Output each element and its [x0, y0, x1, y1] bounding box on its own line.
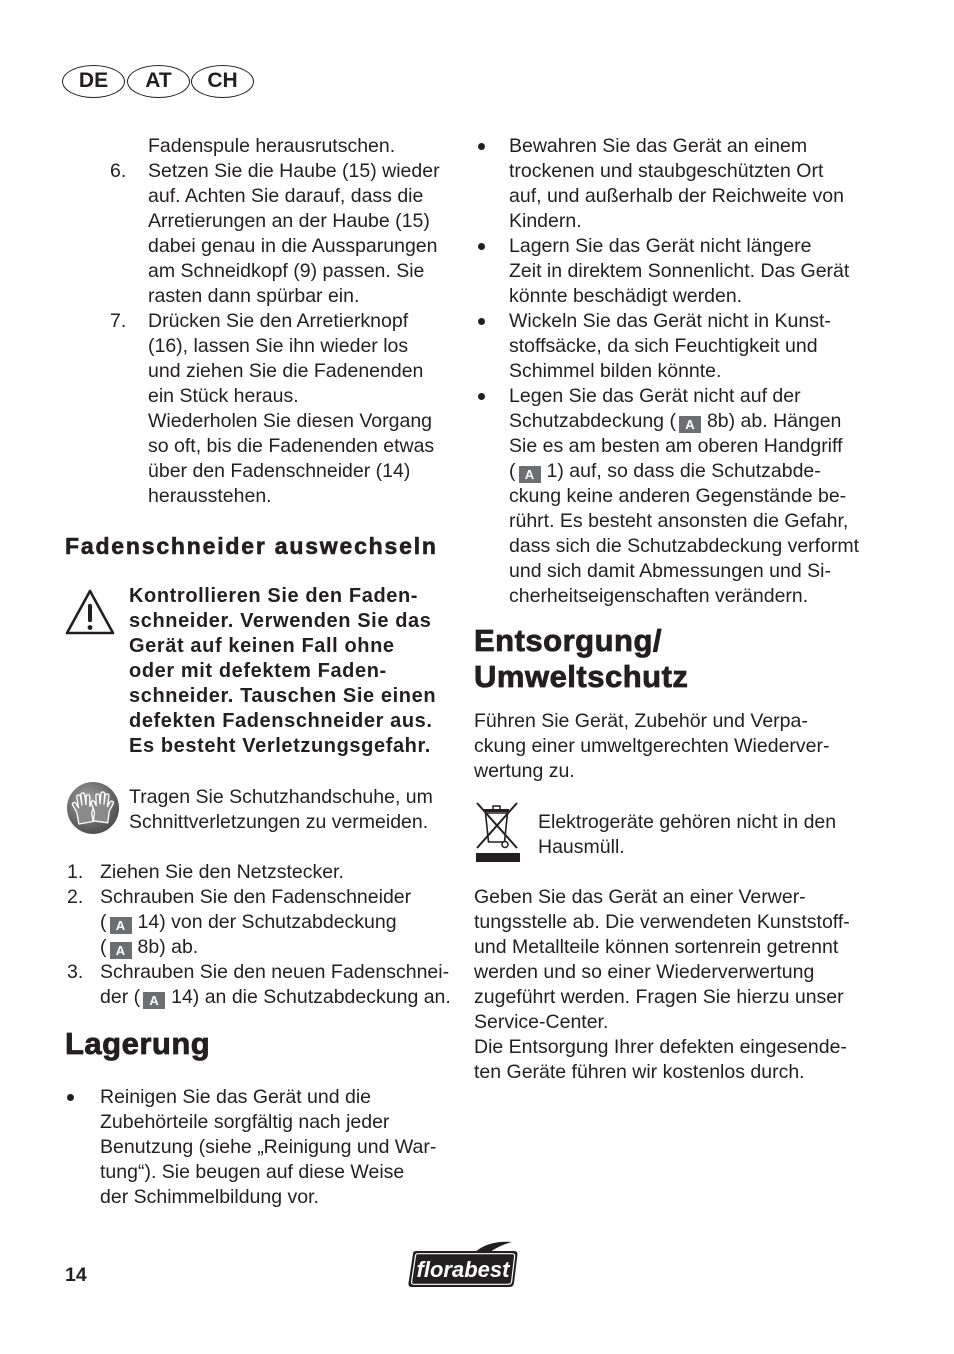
bullet-item [67, 1085, 436, 1210]
warning-line: oder mit defektem Faden- [129, 659, 387, 682]
step-1 [67, 860, 451, 885]
step-text-line: Schrauben Sie den neuen Fadenschnei- [100, 960, 450, 983]
step-text-line: auf. Achten Sie darauf, dass die [148, 185, 424, 207]
figure-ref-badge: A [519, 466, 541, 483]
section-heading-storage [65, 1026, 210, 1062]
heading-line: Umweltschutz [474, 659, 689, 694]
bullet-text-line: tung“). Sie beugen auf diese Weise [100, 1160, 405, 1183]
bullet-item [478, 234, 859, 309]
bullet-item [478, 309, 859, 384]
step-text-line: Wiederholen Sie diesen Vorgang [148, 410, 433, 432]
step-list-continued [110, 134, 440, 509]
paragraph-line: tungsstelle ab. Die verwendeten Kunststoff- [474, 910, 850, 933]
paragraph-line: ckung einer umweltgerechten Wiederver- [474, 734, 830, 757]
text-segment: 8b) ab. Hängen [706, 409, 842, 432]
country-badge-de: DE [62, 65, 125, 98]
note-line: Elektrogeräte gehören nicht in den [538, 810, 837, 833]
text-segment: ( [509, 459, 516, 482]
step-text-line: herausstehen. [148, 485, 272, 507]
bullet-text-line: trockenen und staubgeschützten Ort [509, 159, 824, 182]
paragraph-line: ten Geräte führen wir kostenlos durch. [474, 1060, 805, 1083]
step-text-line: (16), lassen Sie ihn wieder los [148, 335, 409, 357]
step-7 [110, 309, 440, 509]
heading-text: Lagerung [65, 1026, 211, 1061]
bullet-text-line: rührt. Es besteht ansonsten die Gefahr, [509, 509, 849, 532]
protective-gloves-icon [66, 781, 120, 840]
bullet-marker [478, 243, 485, 250]
step-text-line: dabei genau in die Aussparungen [148, 235, 438, 257]
warning-triangle-icon [64, 588, 116, 642]
bullet-text-line: stoffsäcke, da sich Feuchtigkeit und [509, 334, 818, 357]
bullet-text-line: Benutzung (siehe „Reinigung und War- [100, 1135, 437, 1158]
bullet-text-line: Bewahren Sie das Gerät an einem [509, 134, 808, 157]
text-segment: ( [100, 935, 107, 958]
bullet-marker [478, 393, 485, 400]
bullet-marker [478, 318, 485, 325]
bullet-item [478, 134, 859, 234]
bullet-text-line: Wickeln Sie das Gerät nicht in Kunst- [509, 309, 831, 332]
note-line: Schnittverletzungen zu vermeiden. [129, 810, 429, 833]
weee-note-text [538, 810, 836, 860]
step-list [67, 860, 451, 1010]
note-line: Hausmüll. [538, 835, 625, 858]
step-text-line [100, 935, 451, 960]
storage-bullet-list-left [67, 1085, 436, 1210]
step-text-line: über den Fadenschneider (14) [148, 460, 411, 482]
text-segment: 14) an die Schutzabdeckung an. [171, 985, 451, 1008]
step-number: 1. [67, 860, 84, 883]
step-2 [67, 885, 451, 960]
continuation-line: Fadenspule herausrutschen. [148, 135, 396, 157]
step-number: 2. [67, 885, 84, 908]
text-segment: ( [100, 910, 107, 933]
figure-ref-badge: A [110, 917, 132, 934]
bullet-text-line: Reinigen Sie das Gerät und die [100, 1085, 372, 1108]
text-segment: Schutzabdeckung ( [509, 409, 676, 432]
bullet-text-line: Lagern Sie das Gerät nicht längere [509, 234, 812, 257]
step-text-line: Drücken Sie den Arretierknopf [148, 310, 409, 332]
step-text-line: Setzen Sie die Haube (15) wieder [148, 160, 440, 182]
step-text-line: Schrauben Sie den Fadenschneider [100, 885, 412, 908]
bullet-item [478, 384, 859, 609]
bullet-text-line: Kindern. [509, 209, 582, 232]
bullet-text-line: könnte beschädigt werden. [509, 284, 743, 307]
step-text-line: Arretierungen an der Haube (15) [148, 210, 430, 232]
text-segment: der ( [100, 985, 141, 1008]
step-6 [110, 159, 440, 309]
crossed-out-wheelie-bin-icon [474, 800, 522, 868]
bullet-text-line: dass sich die Schutzabdeckung verformt [509, 534, 860, 557]
step-text-line: am Schneidkopf (9) passen. Sie [148, 260, 425, 282]
figure-ref-badge: A [679, 416, 701, 433]
step-text-line [100, 985, 451, 1010]
bullet-text-line: Legen Sie das Gerät nicht auf der [509, 384, 801, 407]
bullet-text-line [509, 409, 859, 434]
text-segment: 8b) ab. [137, 935, 199, 958]
disposal-body [474, 885, 850, 1085]
section-heading-disposal [474, 623, 688, 695]
step-text-line: ein Stück heraus. [148, 385, 299, 407]
paragraph-line: Service-Center. [474, 1010, 609, 1033]
figure-ref-badge: A [110, 942, 132, 959]
warning-line: schneider. Tauschen Sie einen [129, 684, 437, 707]
disposal-intro [474, 709, 830, 784]
country-badge-at: AT [127, 65, 190, 98]
step-number: 7. [110, 310, 127, 332]
storage-bullet-list-right [478, 134, 859, 609]
warning-line: schneider. Verwenden Sie das [129, 609, 432, 632]
country-badge-ch: CH [191, 65, 254, 98]
gloves-note-text [129, 785, 433, 835]
paragraph-line: Geben Sie das Gerät an einer Verwer- [474, 885, 806, 908]
paragraph-line: und Metallteile können sortenrein getrennt [474, 935, 839, 958]
step-text-line: rasten dann spürbar ein. [148, 285, 360, 307]
florabest-logo [404, 1241, 522, 1296]
step-text-line: und ziehen Sie die Fadenenden [148, 360, 424, 382]
bullet-text-line: Sie es am besten am oberen Handgriff [509, 434, 843, 457]
bullet-marker [67, 1094, 74, 1101]
figure-ref-badge: A [143, 992, 165, 1009]
warning-line: defekten Fadenschneider aus. [129, 709, 433, 732]
bullet-text-line: der Schimmelbildung vor. [100, 1185, 319, 1208]
page-number: 14 [65, 1264, 87, 1286]
warning-line: Kontrollieren Sie den Faden- [129, 584, 419, 607]
heading-line: Entsorgung/ [474, 623, 663, 658]
bullet-text-line: Zeit in direktem Sonnenlicht. Das Gerät [509, 259, 850, 282]
paragraph-line: zugeführt werden. Fragen Sie hierzu unser [474, 985, 844, 1008]
bullet-text-line [509, 459, 859, 484]
logo-text: florabest [416, 1257, 510, 1282]
paragraph-line: Führen Sie Gerät, Zubehör und Verpa- [474, 709, 808, 732]
paragraph-line: Die Entsorgung Ihrer defekten eingesende- [474, 1035, 847, 1058]
text-segment: 1) auf, so dass die Schutzabde- [546, 459, 821, 482]
step-text-line: Ziehen Sie den Netzstecker. [100, 860, 344, 883]
section-heading-line-cutter: Fadenschneider auswechseln [65, 533, 438, 559]
warning-text [129, 584, 436, 759]
bullet-marker [478, 143, 485, 150]
bullet-text-line: Zubehörteile sorgfältig nach jeder [100, 1110, 390, 1133]
bullet-text-line: auf, und außerhalb der Reichweite von [509, 184, 844, 207]
step-text-line: so oft, bis die Fadenenden etwas [148, 435, 435, 457]
note-line: Tragen Sie Schutzhandschuhe, um [129, 785, 433, 808]
text-segment: 14) von der Schutzabdeckung [137, 910, 397, 933]
step-number: 6. [110, 160, 127, 182]
bullet-text-line: und sich damit Abmessungen und Si- [509, 559, 831, 582]
bullet-text-line: cherheitseigenschaften verändern. [509, 584, 809, 607]
bullet-text-line: Schimmel bilden könnte. [509, 359, 722, 382]
step-3 [67, 960, 451, 1010]
paragraph-line: wertung zu. [474, 759, 575, 782]
warning-line: Es besteht Verletzungsgefahr. [129, 734, 431, 757]
step-text-line [100, 910, 451, 935]
paragraph-line: werden und so einer Wiederverwertung [474, 960, 815, 983]
warning-line: Gerät auf keinen Fall ohne [129, 634, 395, 657]
bullet-text-line: ckung keine anderen Gegenstände be- [509, 484, 847, 507]
step-number: 3. [67, 960, 84, 983]
